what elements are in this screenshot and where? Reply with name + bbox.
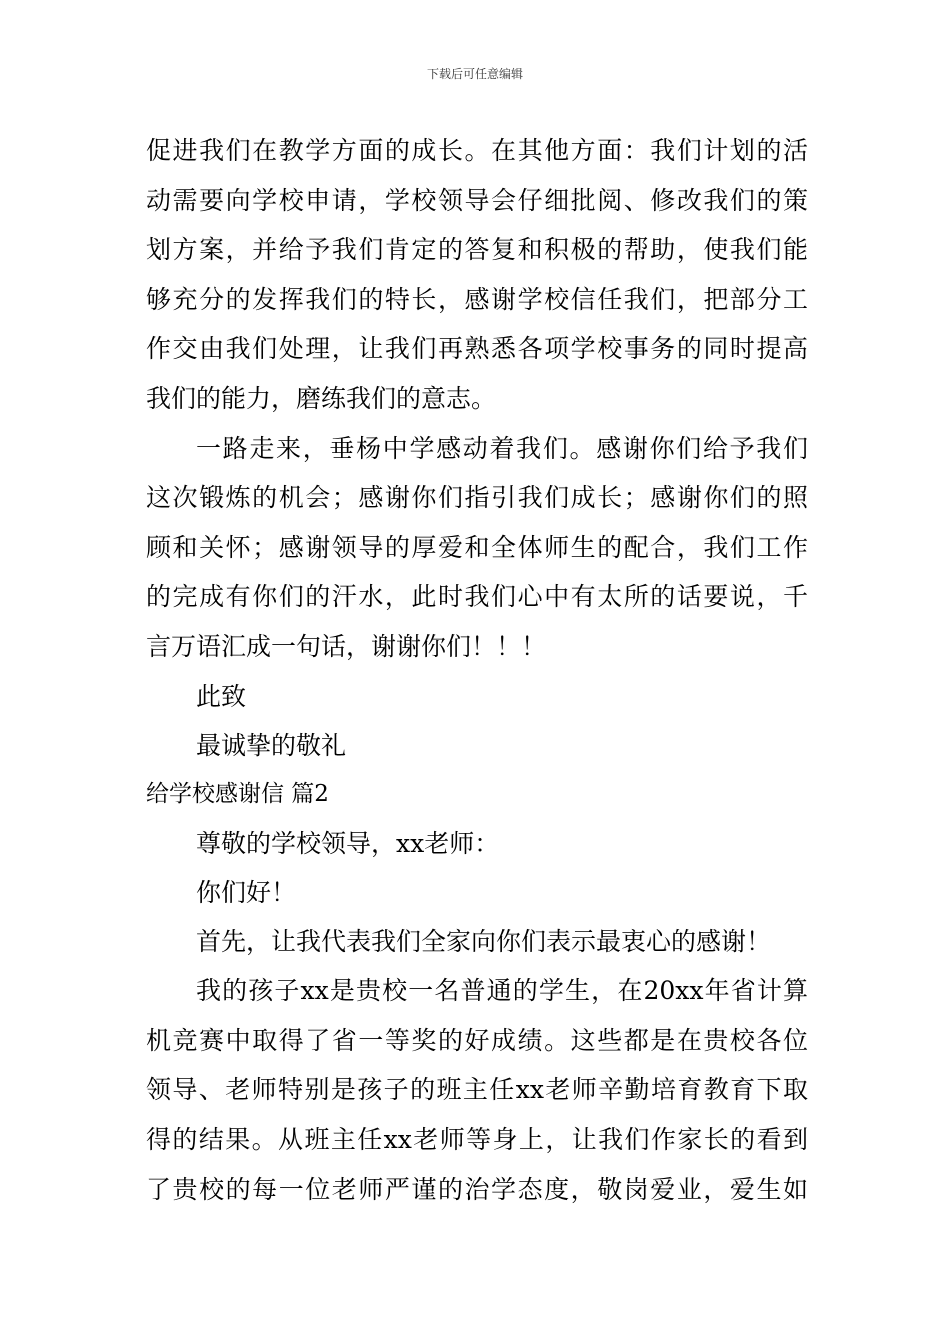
text-line: 一路走来，垂杨中学感动着我们。感谢你们给予我们 xyxy=(196,433,808,463)
greeting: 你们好！ xyxy=(196,877,297,907)
text-line: 我们的能力，磨练我们的意志。 xyxy=(146,383,497,413)
page-header-note: 下载后可任意编辑 xyxy=(426,67,523,81)
text-line: 我的孩子xx是贵校一名普通的学生，在20xx年省计算 xyxy=(196,976,808,1006)
text-line: 动需要向学校申请，学校领导会仔细批阅、修改我们的策 xyxy=(146,185,808,215)
closing-phrase: 此致 xyxy=(196,681,247,711)
text-line: 了贵校的每一位老师严谨的治学态度，敬岗爱业，爱生如 xyxy=(146,1174,808,1204)
paragraph-3 xyxy=(146,966,808,1214)
section-title: 给学校感谢信 篇2 xyxy=(146,780,329,807)
text-line: 这次锻炼的机会；感谢你们指引我们成长；感谢你们的照 xyxy=(146,483,808,513)
text-line: 领导、老师特别是孩子的班主任xx老师辛勤培育教育下取 xyxy=(146,1075,808,1105)
text-line: 言万语汇成一句话，谢谢你们！！！ xyxy=(146,631,547,661)
paragraph-2 xyxy=(146,424,808,672)
text-line: 得的结果。从班主任xx老师等身上，让我们作家长的看到 xyxy=(146,1124,808,1154)
text-line: 划方案，并给予我们肯定的答复和积极的帮助，使我们能 xyxy=(146,235,808,265)
text-line: 机竞赛中取得了省一等奖的好成绩。这些都是在贵校各位 xyxy=(146,1025,808,1055)
closing-salute: 最诚挚的敬礼 xyxy=(196,730,347,760)
text-line: 促进我们在教学方面的成长。在其他方面：我们计划的活 xyxy=(146,136,808,165)
salutation: 尊敬的学校领导，xx老师： xyxy=(196,828,500,858)
intro-line: 首先，让我代表我们全家向你们表示最衷心的感谢！ xyxy=(196,926,772,956)
text-line: 作交由我们处理，让我们再熟悉各项学校事务的同时提高 xyxy=(146,334,808,364)
text-line: 够充分的发挥我们的特长，感谢学校信任我们，把部分工 xyxy=(146,284,808,314)
text-line: 的完成有你们的汗水，此时我们心中有太所的话要说，千 xyxy=(146,582,808,612)
letter-body xyxy=(146,126,808,1214)
paragraph-1 xyxy=(146,126,808,424)
text-line: 顾和关怀；感谢领导的厚爱和全体师生的配合，我们工作 xyxy=(146,532,808,562)
